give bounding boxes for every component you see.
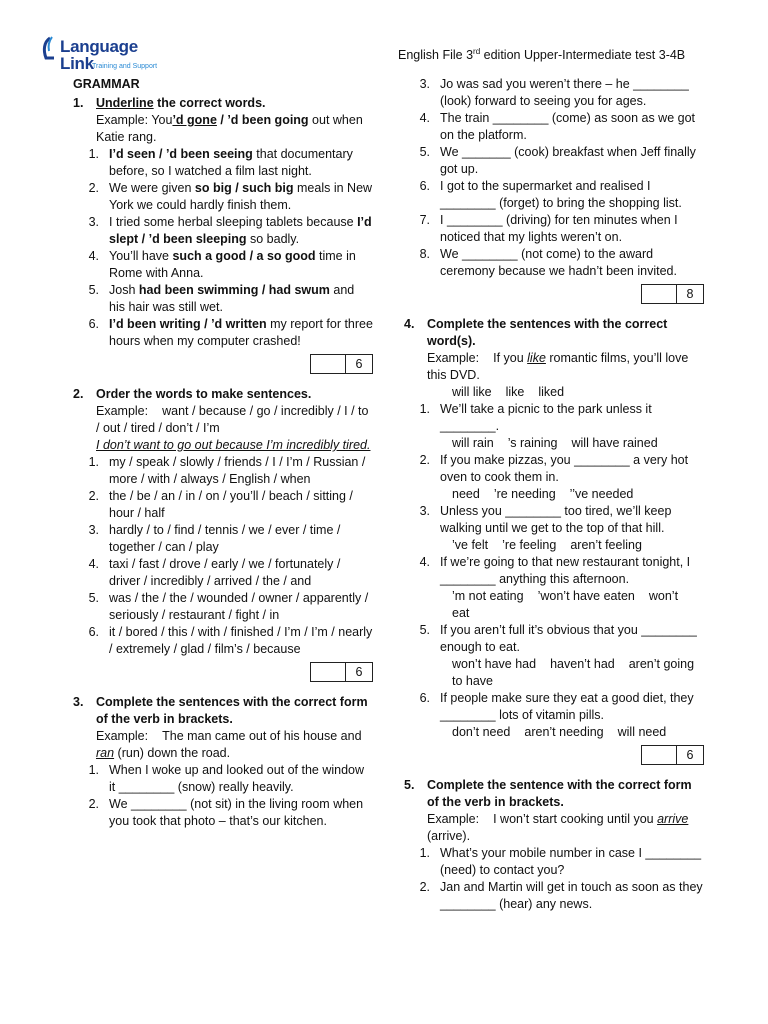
section-4 (404, 316, 704, 767)
answer-options: will rain ’s raining will have rained (452, 436, 658, 450)
list-item: 4. The train ________ (come) as soon as we got on the platform. (419, 111, 696, 142)
section-4-instruction: 4. Complete the sentences with the correct word(s). (404, 317, 668, 348)
list-item: 4. taxi / fast / drove / early / we / fortunately / driver / incredibly / arrived / the / and (88, 557, 341, 588)
section-2-instruction: 2. Order the words to make sentences. (73, 387, 312, 401)
section-4-items (404, 401, 704, 741)
section-1-example: Example: You’d gone / ’d been going out when Katie rang. (96, 113, 363, 144)
list-item: 2. We were given so big / such big meals in New York we could hardly finish them. (88, 181, 373, 212)
section-2-example-answer: I don’t want to go out because I’m incredibly tired. (96, 438, 371, 452)
list-item: 3. Unless you ________ too tired, we’ll keep walking until we get to the top of that hill. ’ve felt ’re feeling aren’t feeling (404, 503, 704, 554)
answer-options: ’m not eating ’won’t have eaten won’t eat (452, 589, 679, 620)
logo-swoosh-icon (40, 36, 62, 64)
section-1-instruction: 1. Underline the correct words. (73, 96, 266, 110)
section-3-items-right (404, 76, 704, 280)
language-link-logo (40, 36, 170, 73)
list-item: 1. What’s your mobile number in case I ________ (need) to contact you? (419, 846, 702, 877)
list-item: 6. it / bored / this / with / finished / I’m / I’m / nearly / extremely / glad / film’s / because (88, 625, 373, 656)
list-item: 6. I got to the supermarket and realised I ________ (forget) to bring the shopping list. (419, 179, 682, 210)
list-item: 1. my / speak / slowly / friends / I / I’m / Russian / more / with / always / English / when (88, 455, 366, 486)
section-3-example: Example: The man came out of his house and ran (run) down the road. (96, 729, 362, 760)
list-item: 3. Jo was sad you weren’t there – he ________ (look) forward to seeing you for ages. (419, 77, 689, 108)
list-item: 5. Josh had been swimming / had swum and his hair was still wet. (88, 283, 355, 314)
logo-tagline: Training and Support (92, 63, 158, 70)
list-item: 8. We ________ (not come) to the award ceremony because we hadn’t been invited. (419, 247, 677, 278)
section-5-instruction: 5. Complete the sentence with the correct form of the verb in brackets. (404, 778, 692, 809)
list-item: 2. If you make pizzas, you ________ a very hot oven to cook them in. need ’re needing ’’ve needed (404, 452, 704, 503)
grammar-heading: GRAMMAR (73, 77, 140, 91)
list-item: 7. I ________ (driving) for ten minutes when I noticed that my lights weren’t on. (419, 213, 678, 244)
section-1 (73, 95, 373, 376)
list-item: 4. If we’re going to that new restaurant tonight, I ________ anything this afternoon. ’m not eating ’won’t have eaten won’t eat (404, 554, 704, 622)
list-item: 5. We _______ (cook) breakfast when Jeff finally got up. (419, 145, 696, 176)
list-item: 3. I tried some herbal sleeping tablets because I’d slept / ’d been sleeping so badly. (88, 215, 372, 246)
list-item: 1. When I woke up and looked out of the window it ________ (snow) really heavily. (88, 763, 365, 794)
list-item: 3. hardly / to / find / tennis / we / ever / time / together / can / play (88, 523, 341, 554)
section-2-items (73, 454, 373, 658)
list-item: 5. was / the / the / wounded / owner / apparently / seriously / restaurant / fight / in (88, 591, 369, 622)
section-4-example: Example: If you like romantic films, you’ll love this DVD. (427, 351, 689, 382)
list-item: 2. the / be / an / in / on / you’ll / beach / sitting / hour / half (88, 489, 353, 520)
section-5-items (404, 845, 704, 913)
right-column (404, 76, 704, 913)
list-item: 5. If you aren’t full it’s obvious that you ________ enough to eat. won’t have had haven’t had aren’t going to have (404, 622, 704, 690)
test-title: English File 3rd edition Upper-Intermediate test 3-4B (398, 47, 686, 63)
answer-options: won’t have had haven’t had aren’t going to have (452, 657, 695, 688)
section-5 (404, 777, 704, 913)
section-3-items-left (73, 762, 373, 830)
section-4-example-options: will like like liked (452, 385, 565, 399)
section-1-score-box[interactable]: 6 (310, 354, 373, 374)
list-item: 2. We ________ (not sit) in the living room when you took that photo – that’s our kitchen. (88, 797, 364, 828)
list-item: 4. You’ll have such a good / a so good time in Rome with Anna. (88, 249, 356, 280)
list-item: 6. I’d been writing / ’d written my report for three hours when my computer crashed! (88, 317, 373, 348)
section-4-score-box[interactable]: 6 (641, 745, 704, 765)
answer-options: ’ve felt ’re feeling aren’t feeling (452, 538, 642, 552)
answer-options: don’t need aren’t needing will need (452, 725, 667, 739)
section-3-instruction: 3. Complete the sentences with the correct form of the verb in brackets. (73, 695, 368, 726)
section-3 (73, 694, 373, 830)
section-3-score-box[interactable]: 8 (641, 284, 704, 304)
list-item: 1. We’ll take a picnic to the park unless it ________. will rain ’s raining will have rained (404, 401, 704, 452)
list-item: 2. Jan and Martin will get in touch as soon as they ________ (hear) any news. (419, 880, 703, 911)
section-5-example: Example: I won’t start cooking until you arrive (arrive). (427, 812, 689, 843)
left-column (73, 76, 373, 830)
section-2 (73, 386, 373, 684)
list-item: 6. If people make sure they eat a good diet, they ________ lots of vitamin pills. don’t need aren’t needing will need (404, 690, 704, 741)
section-2-example: Example: want / because / go / incredibly / I / to / out / tired / don’t / I’m (96, 404, 369, 435)
logo-name: Language Link (60, 37, 138, 73)
answer-options: need ’re needing ’’ve needed (452, 487, 634, 501)
section-2-score-box[interactable]: 6 (310, 662, 373, 682)
section-1-items (73, 146, 373, 350)
list-item: 1. I’d seen / ’d been seeing that documentary before, so I watched a film last night. (88, 147, 353, 178)
